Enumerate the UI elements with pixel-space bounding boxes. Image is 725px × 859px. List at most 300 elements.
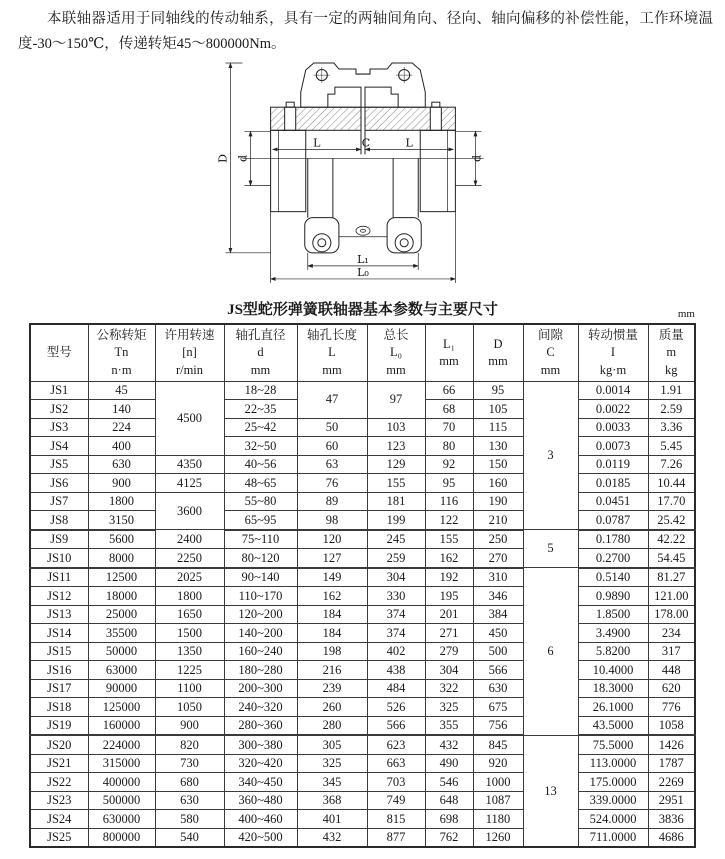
- cell: 620: [648, 679, 695, 698]
- bolt-section-right: [430, 107, 441, 130]
- col-header-line: 间隙: [537, 328, 563, 342]
- cell: 384: [473, 605, 523, 624]
- cell: 240~320: [224, 698, 297, 717]
- cell: 140~200: [224, 624, 297, 643]
- cell: 160~240: [224, 642, 297, 661]
- col-header-7: [473, 324, 523, 382]
- cell: 195: [425, 587, 473, 606]
- table-row: [30, 437, 695, 456]
- cell: 271: [425, 624, 473, 643]
- cell: 0.0119: [578, 455, 648, 474]
- model-cell: JS20: [30, 735, 88, 754]
- cell: 730: [155, 754, 224, 773]
- cell: 10.44: [648, 474, 695, 493]
- cell: 25~42: [224, 418, 297, 437]
- dim-label-L-right: L: [405, 136, 413, 150]
- cell: 89: [297, 492, 367, 511]
- model-cell: JS11: [30, 568, 88, 587]
- cell: 756: [473, 716, 523, 735]
- cell: 304: [367, 568, 425, 587]
- cell: 346: [473, 587, 523, 606]
- cell: 0.0185: [578, 474, 648, 493]
- cell: 43.5000: [578, 716, 648, 735]
- col-header-line: 许用转速: [164, 328, 215, 342]
- cell: 374: [367, 624, 425, 643]
- col-header-line: mm: [250, 362, 271, 377]
- cell: 162: [425, 549, 473, 568]
- cell: 355: [425, 716, 473, 735]
- cell: 0.0033: [578, 418, 648, 437]
- col-header-line: [n]: [182, 345, 197, 360]
- cell: 75~110: [224, 530, 297, 549]
- foot-right: [387, 218, 421, 253]
- cell: 66: [425, 381, 473, 400]
- hub-left: [270, 130, 305, 211]
- cell: 310: [473, 568, 523, 587]
- table-row: [30, 773, 695, 792]
- col-header-line: r/min: [175, 362, 204, 377]
- cell: 703: [367, 773, 425, 792]
- cell: 2951: [648, 791, 695, 810]
- cell: 22~35: [224, 400, 297, 419]
- table-row: [30, 698, 695, 717]
- cell: 800000: [88, 828, 155, 847]
- table-row: [30, 605, 695, 624]
- cell: 698: [425, 810, 473, 829]
- cell: 120: [297, 530, 367, 549]
- cell: 1225: [155, 661, 224, 680]
- table-row: [30, 455, 695, 474]
- cell: 279: [425, 642, 473, 661]
- cell: 160000: [88, 716, 155, 735]
- cell: 0.0014: [578, 381, 648, 400]
- cell: 181: [367, 492, 425, 511]
- cell: 438: [367, 661, 425, 680]
- cell: 127: [297, 549, 367, 568]
- col-header-line: mm: [322, 362, 342, 377]
- cell: 762: [425, 828, 473, 847]
- cell: 540: [155, 828, 224, 847]
- cell: 2025: [155, 568, 224, 587]
- cell: 3150: [88, 511, 155, 530]
- cell: 239: [297, 679, 367, 698]
- cell: 1000: [473, 773, 523, 792]
- cell: 3.36: [648, 418, 695, 437]
- cell: 180~280: [224, 661, 297, 680]
- cell: 330: [367, 587, 425, 606]
- table-title-row: [0, 298, 725, 322]
- cell: 116: [425, 492, 473, 511]
- table-row: [30, 511, 695, 530]
- cell: 1650: [155, 605, 224, 624]
- cell: 1.8500: [578, 605, 648, 624]
- cell: 120~200: [224, 605, 297, 624]
- cell: 162: [297, 587, 367, 606]
- cell: 526: [367, 698, 425, 717]
- cell: 45: [88, 381, 155, 400]
- cell: 1350: [155, 642, 224, 661]
- cell: 63000: [88, 661, 155, 680]
- cell: 711.0000: [578, 828, 648, 847]
- col-header-2: [155, 324, 224, 382]
- foot-bolt-left: [312, 234, 330, 252]
- cell: 18.3000: [578, 679, 648, 698]
- col-header-line: mm: [540, 362, 561, 377]
- cell: 5600: [88, 530, 155, 549]
- coupling-drawing: [0, 59, 725, 296]
- col-header-line: mm: [488, 353, 508, 368]
- merged-cell: 97: [367, 381, 425, 418]
- table-row: [30, 642, 695, 661]
- cap-right: [365, 87, 398, 107]
- cell: 68: [425, 400, 473, 419]
- cell: 630: [88, 455, 155, 474]
- cell: 566: [473, 661, 523, 680]
- cell: 845: [473, 735, 523, 754]
- cell: 580: [155, 810, 224, 829]
- cell: 25000: [88, 605, 155, 624]
- cell: 490: [425, 754, 473, 773]
- merged-cell: 13: [523, 735, 578, 847]
- cell: 500000: [88, 791, 155, 810]
- cell: 245: [367, 530, 425, 549]
- cell: 12500: [88, 568, 155, 587]
- cell: 0.9890: [578, 587, 648, 606]
- model-cell: JS4: [30, 437, 88, 456]
- cell: 5.8200: [578, 642, 648, 661]
- model-cell: JS25: [30, 828, 88, 847]
- cell: 402: [367, 642, 425, 661]
- cell: 184: [297, 624, 367, 643]
- dim-label-L0: L₀: [356, 265, 369, 279]
- cell: 630: [473, 679, 523, 698]
- cell: 360~480: [224, 791, 297, 810]
- cell: 192: [425, 568, 473, 587]
- col-header-line: 型号: [46, 345, 72, 360]
- cell: 432: [425, 735, 473, 754]
- cell: 110~170: [224, 587, 297, 606]
- dim-label-d-left: d: [236, 154, 250, 162]
- cell: 25.42: [648, 511, 695, 530]
- cell: 63: [297, 455, 367, 474]
- model-cell: JS5: [30, 455, 88, 474]
- cell: 400000: [88, 773, 155, 792]
- merged-cell: 4500: [155, 381, 224, 455]
- cell: 340~450: [224, 773, 297, 792]
- cell: 304: [425, 661, 473, 680]
- cell: 1787: [648, 754, 695, 773]
- cell: 1050: [155, 698, 224, 717]
- cell: 123: [367, 437, 425, 456]
- cell: 623: [367, 735, 425, 754]
- cell: 199: [367, 511, 425, 530]
- cell: 546: [425, 773, 473, 792]
- cell: 4350: [155, 455, 224, 474]
- model-cell: JS2: [30, 400, 88, 419]
- cell: 524.0000: [578, 810, 648, 829]
- col-header-line: kg: [665, 362, 678, 377]
- cell: 5.45: [648, 437, 695, 456]
- cell: 448: [648, 661, 695, 680]
- model-cell: JS17: [30, 679, 88, 698]
- cell: 401: [297, 810, 367, 829]
- col-header-line: 转动惯量: [587, 328, 638, 342]
- col-header-line: d: [257, 345, 264, 360]
- cell: 630000: [88, 810, 155, 829]
- cell: 630: [155, 791, 224, 810]
- cell: 216: [297, 661, 367, 680]
- cell: 155: [367, 474, 425, 493]
- cell: 3836: [648, 810, 695, 829]
- col-header-line: D: [493, 336, 503, 351]
- cell: 317: [648, 642, 695, 661]
- cell: 1180: [473, 810, 523, 829]
- cell: 4686: [648, 828, 695, 847]
- center-plug: [355, 226, 369, 235]
- table-row: [30, 791, 695, 810]
- cell: 224000: [88, 735, 155, 754]
- cell: 0.0451: [578, 492, 648, 511]
- col-header-line: 轴孔长度: [306, 328, 357, 342]
- col-header-8: [523, 324, 578, 382]
- cap-left: [327, 87, 360, 107]
- cell: 315000: [88, 754, 155, 773]
- cell: 40~56: [224, 455, 297, 474]
- model-cell: JS16: [30, 661, 88, 680]
- cell: 95: [473, 381, 523, 400]
- cell: 675: [473, 698, 523, 717]
- cell: 1500: [155, 624, 224, 643]
- cell: 259: [367, 549, 425, 568]
- model-cell: JS3: [30, 418, 88, 437]
- merged-cell: 3600: [155, 492, 224, 530]
- dim-label-d-right: d: [469, 154, 483, 162]
- cell: 322: [425, 679, 473, 698]
- cell: 50: [297, 418, 367, 437]
- cell: 81.27: [648, 568, 695, 587]
- cell: 0.0022: [578, 400, 648, 419]
- cell: 60: [297, 437, 367, 456]
- cell: 1800: [88, 492, 155, 511]
- cell: 201: [425, 605, 473, 624]
- col-header-line: 轴孔直径: [235, 328, 286, 342]
- cell: 76: [297, 474, 367, 493]
- col-header-line: n·m: [111, 362, 132, 377]
- dim-label-D: D: [215, 153, 229, 163]
- table-row: [30, 492, 695, 511]
- model-cell: JS6: [30, 474, 88, 493]
- cell: 10.4000: [578, 661, 648, 680]
- cell: 42.22: [648, 530, 695, 549]
- col-header-line: kg·m: [599, 362, 627, 377]
- cell: 920: [473, 754, 523, 773]
- cell: 130: [473, 437, 523, 456]
- col-header-line: L₀: [390, 345, 402, 360]
- col-header-line: C: [546, 345, 555, 360]
- cell: 55~80: [224, 492, 297, 511]
- cell: 500: [473, 642, 523, 661]
- merged-cell: 5: [523, 530, 578, 568]
- cell: 75.5000: [578, 735, 648, 754]
- table-row: [30, 624, 695, 643]
- cell: 1800: [155, 587, 224, 606]
- cell: 420~500: [224, 828, 297, 847]
- col-header-10: [648, 324, 695, 382]
- cell: 1058: [648, 716, 695, 735]
- model-cell: JS12: [30, 587, 88, 606]
- coupling-body: [242, 63, 483, 253]
- model-cell: JS21: [30, 754, 88, 773]
- param-table-head: [30, 324, 695, 382]
- cell: 450: [473, 624, 523, 643]
- model-cell: JS18: [30, 698, 88, 717]
- cell: 129: [367, 455, 425, 474]
- intro-paragraph: 本联轴器适用于同轴线的传动轴系，具有一定的两轴间角向、径向、轴向偏移的补偿性能，工作环境温度-30～150℃，传递转矩45～800000Nm。: [18, 11, 713, 52]
- cell: 95: [425, 474, 473, 493]
- cell: 70: [425, 418, 473, 437]
- col-header-line: m: [666, 345, 677, 360]
- model-cell: JS22: [30, 773, 88, 792]
- cell: 121.00: [648, 587, 695, 606]
- model-cell: JS15: [30, 642, 88, 661]
- col-header-4: [297, 324, 367, 382]
- cell: 90~140: [224, 568, 297, 587]
- table-row: [30, 828, 695, 847]
- table-row: [30, 810, 695, 829]
- param-table: [29, 323, 696, 849]
- col-header-6: [425, 324, 473, 382]
- merged-cell: 3: [523, 381, 578, 530]
- model-cell: JS24: [30, 810, 88, 829]
- cell: 663: [367, 754, 425, 773]
- model-cell: JS1: [30, 381, 88, 400]
- cell: 98: [297, 511, 367, 530]
- cell: 320~420: [224, 754, 297, 773]
- cell: 0.2700: [578, 549, 648, 568]
- cell: 150: [473, 455, 523, 474]
- cell: 339.0000: [578, 791, 648, 810]
- cell: 200~300: [224, 679, 297, 698]
- cell: 125000: [88, 698, 155, 717]
- model-cell: JS19: [30, 716, 88, 735]
- cell: 680: [155, 773, 224, 792]
- table-row: [30, 661, 695, 680]
- col-header-line: I: [610, 345, 616, 360]
- cell: 80~120: [224, 549, 297, 568]
- cell: 198: [297, 642, 367, 661]
- cell: 0.5140: [578, 568, 648, 587]
- dim-label-L-left: L: [312, 136, 320, 150]
- cell: 224: [88, 418, 155, 437]
- dimension-lines: [225, 63, 481, 283]
- cell: 325: [297, 754, 367, 773]
- cell: 184: [297, 605, 367, 624]
- col-header-line: Tn: [114, 345, 129, 360]
- cell: 877: [367, 828, 425, 847]
- cell: 300~380: [224, 735, 297, 754]
- cell: 250: [473, 530, 523, 549]
- param-table-body: [30, 381, 695, 847]
- cell: 374: [367, 605, 425, 624]
- bolt-head-left: [286, 102, 294, 107]
- col-header-1: [88, 324, 155, 382]
- model-cell: JS7: [30, 492, 88, 511]
- cell: 820: [155, 735, 224, 754]
- cell: 48~65: [224, 474, 297, 493]
- cell: 1426: [648, 735, 695, 754]
- table-row: [30, 530, 695, 549]
- col-header-5: [367, 324, 425, 382]
- table-row: [30, 549, 695, 568]
- cell: 776: [648, 698, 695, 717]
- cell: 210: [473, 511, 523, 530]
- cell: 149: [297, 568, 367, 587]
- cell: 648: [425, 791, 473, 810]
- cell: 280: [297, 716, 367, 735]
- cell: 280~360: [224, 716, 297, 735]
- cell: 18~28: [224, 381, 297, 400]
- cell: 178.00: [648, 605, 695, 624]
- table-row: [30, 418, 695, 437]
- model-cell: JS14: [30, 624, 88, 643]
- bolt-head-right: [431, 102, 439, 107]
- model-cell: JS23: [30, 791, 88, 810]
- bolt-section-left: [284, 107, 295, 130]
- cell: 103: [367, 418, 425, 437]
- cell: 0.0787: [578, 511, 648, 530]
- cell: 140: [88, 400, 155, 419]
- col-header-0: [30, 324, 88, 382]
- col-header-line: mm: [386, 362, 406, 377]
- cell: 18000: [88, 587, 155, 606]
- cell: 8000: [88, 549, 155, 568]
- table-row: [30, 474, 695, 493]
- cell: 900: [88, 474, 155, 493]
- cell: 54.45: [648, 549, 695, 568]
- cell: 190: [473, 492, 523, 511]
- cell: 4125: [155, 474, 224, 493]
- cell: 2250: [155, 549, 224, 568]
- col-header-line: mm: [439, 353, 459, 368]
- cell: 305: [297, 735, 367, 754]
- cell: 160: [473, 474, 523, 493]
- merged-cell: 47: [297, 381, 367, 418]
- document-page: [0, 7, 725, 859]
- cell: 1260: [473, 828, 523, 847]
- col-header-line: L: [328, 345, 336, 360]
- cell: 234: [648, 624, 695, 643]
- table-row: [30, 679, 695, 698]
- cell: 815: [367, 810, 425, 829]
- cell: 325: [425, 698, 473, 717]
- cell: 400: [88, 437, 155, 456]
- cell: 50000: [88, 642, 155, 661]
- col-header-line: 总长: [383, 328, 409, 342]
- cell: 484: [367, 679, 425, 698]
- cell: 115: [473, 418, 523, 437]
- table-row: [30, 735, 695, 754]
- cell: 1087: [473, 791, 523, 810]
- cell: 2.59: [648, 400, 695, 419]
- cell: 65~95: [224, 511, 297, 530]
- cell: 7.26: [648, 455, 695, 474]
- hub-right: [420, 130, 455, 211]
- cell: 3.4900: [578, 624, 648, 643]
- table-row: [30, 568, 695, 587]
- dim-label-C: C: [361, 136, 370, 150]
- cell: 32~50: [224, 437, 297, 456]
- col-header-3: [224, 324, 297, 382]
